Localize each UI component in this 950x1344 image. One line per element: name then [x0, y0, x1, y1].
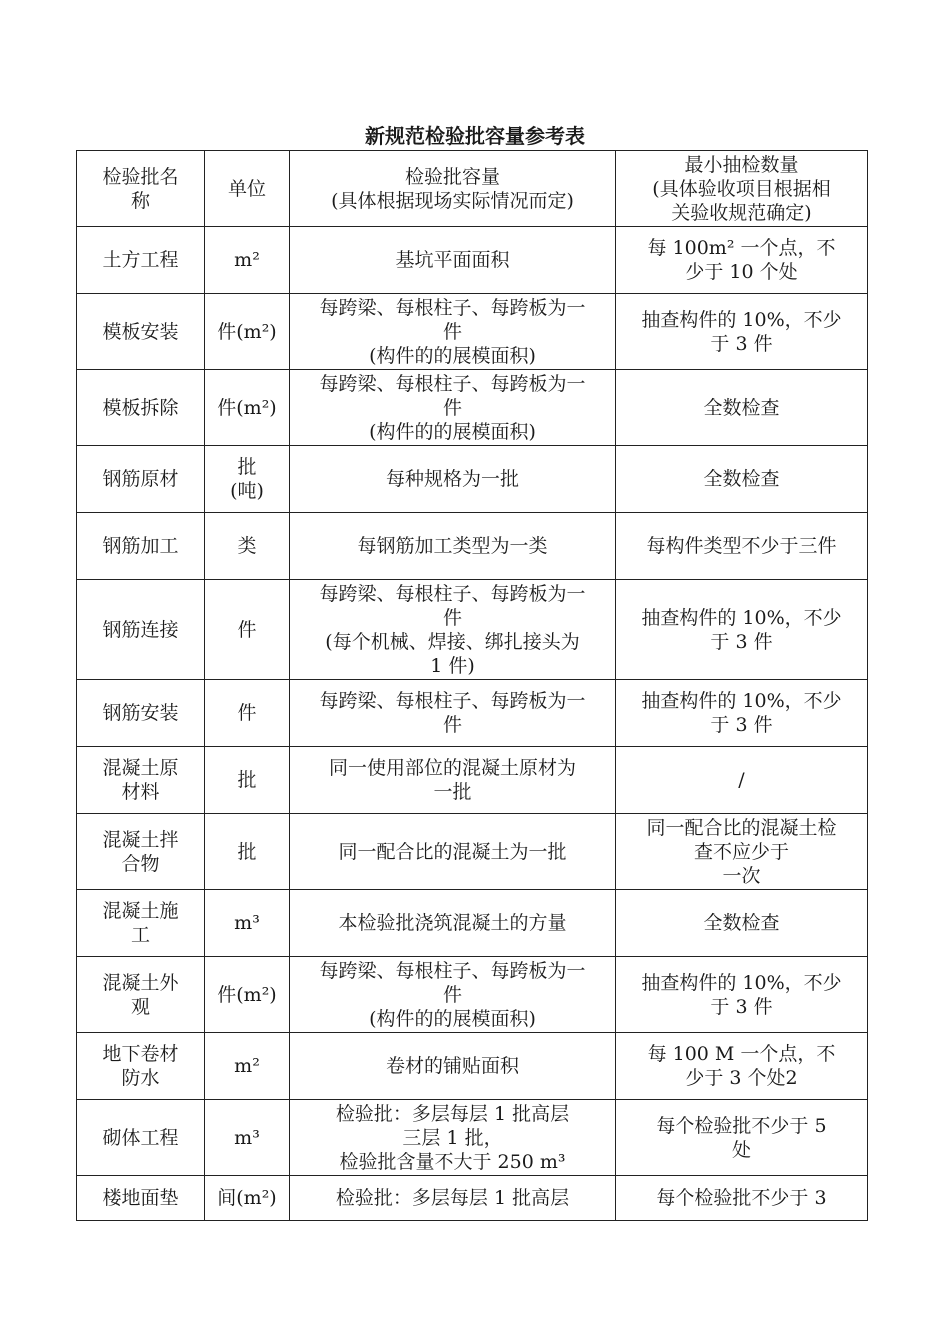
cell-capacity: 检验批：多层每层 1 批高层 三层 1 批， 检验批含量不大于 250 m³ [290, 1100, 616, 1176]
cell-capacity: 卷材的铺贴面积 [290, 1033, 616, 1100]
cell-capacity: 同一使用部位的混凝土原材为 一批 [290, 747, 616, 814]
table-header-row [77, 151, 868, 227]
table-row [77, 957, 868, 1033]
table-row [77, 227, 868, 294]
cell-name: 土方工程 [77, 227, 205, 294]
table-row [77, 370, 868, 446]
cell-unit: 件 [205, 580, 290, 680]
cell-name: 地下卷材 防水 [77, 1033, 205, 1100]
table-row [77, 1100, 868, 1176]
cell-capacity: 每跨梁、每根柱子、每跨板为一 件 (构件的的展模面积) [290, 370, 616, 446]
header-min-count: 最小抽检数量 (具体验收项目根据相 关验收规范确定) [616, 151, 868, 227]
cell-min-count: 每个检验批不少于 5 处 [616, 1100, 868, 1176]
cell-unit: 批 [205, 814, 290, 890]
cell-name: 钢筋安装 [77, 680, 205, 747]
cell-name: 钢筋原材 [77, 446, 205, 513]
cell-unit: m² [205, 1033, 290, 1100]
cell-min-count: 每个检验批不少于 3 [616, 1176, 868, 1221]
cell-min-count: 每 100m² 一个点，不 少于 10 个处 [616, 227, 868, 294]
cell-capacity: 本检验批浇筑混凝土的方量 [290, 890, 616, 957]
cell-min-count: 抽查构件的 10%，不少 于 3 件 [616, 580, 868, 680]
cell-min-count: 同一配合比的混凝土检 查不应少于 一次 [616, 814, 868, 890]
cell-name: 模板拆除 [77, 370, 205, 446]
header-unit: 单位 [205, 151, 290, 227]
cell-name: 模板安装 [77, 294, 205, 370]
cell-capacity: 同一配合比的混凝土为一批 [290, 814, 616, 890]
cell-min-count: 抽查构件的 10%，不少 于 3 件 [616, 957, 868, 1033]
cell-min-count: 每构件类型不少于三件 [616, 513, 868, 580]
cell-unit: m² [205, 227, 290, 294]
cell-name: 混凝土施 工 [77, 890, 205, 957]
cell-unit: 批 (吨) [205, 446, 290, 513]
table-row [77, 680, 868, 747]
cell-name: 楼地面垫 [77, 1176, 205, 1221]
cell-unit: 间(m²) [205, 1176, 290, 1221]
cell-unit: 批 [205, 747, 290, 814]
cell-name: 钢筋连接 [77, 580, 205, 680]
inspection-batch-table [76, 150, 868, 1221]
cell-min-count: 每 100 M 一个点，不 少于 3 个处2 [616, 1033, 868, 1100]
cell-capacity: 每钢筋加工类型为一类 [290, 513, 616, 580]
table-row [77, 446, 868, 513]
table-row [77, 294, 868, 370]
table-row [77, 1033, 868, 1100]
cell-unit: 类 [205, 513, 290, 580]
cell-capacity: 每跨梁、每根柱子、每跨板为一 件 (构件的的展模面积) [290, 294, 616, 370]
cell-capacity: 每跨梁、每根柱子、每跨板为一 件 (构件的的展模面积) [290, 957, 616, 1033]
table-row [77, 1176, 868, 1221]
table-row [77, 890, 868, 957]
cell-min-count: 抽查构件的 10%，不少 于 3 件 [616, 294, 868, 370]
cell-unit: 件 [205, 680, 290, 747]
cell-name: 混凝土原 材料 [77, 747, 205, 814]
cell-name: 砌体工程 [77, 1100, 205, 1176]
cell-min-count: 全数检查 [616, 370, 868, 446]
table-row [77, 513, 868, 580]
cell-name: 混凝土拌 合物 [77, 814, 205, 890]
cell-min-count: 全数检查 [616, 446, 868, 513]
table-row [77, 814, 868, 890]
cell-capacity: 每种规格为一批 [290, 446, 616, 513]
cell-unit: m³ [205, 890, 290, 957]
cell-capacity: 检验批：多层每层 1 批高层 [290, 1176, 616, 1221]
page-title: 新规范检验批容量参考表 [365, 124, 585, 148]
header-name: 检验批名 称 [77, 151, 205, 227]
cell-name: 混凝土外 观 [77, 957, 205, 1033]
cell-capacity: 每跨梁、每根柱子、每跨板为一 件 (每个机械、焊接、绑扎接头为 1 件) [290, 580, 616, 680]
cell-unit: m³ [205, 1100, 290, 1176]
cell-unit: 件(m²) [205, 957, 290, 1033]
cell-min-count: 抽查构件的 10%，不少 于 3 件 [616, 680, 868, 747]
header-capacity: 检验批容量 (具体根据现场实际情况而定) [290, 151, 616, 227]
cell-name: 钢筋加工 [77, 513, 205, 580]
cell-unit: 件(m²) [205, 370, 290, 446]
table-row [77, 747, 868, 814]
cell-min-count: / [616, 747, 868, 814]
cell-capacity: 每跨梁、每根柱子、每跨板为一 件 [290, 680, 616, 747]
cell-min-count: 全数检查 [616, 890, 868, 957]
cell-unit: 件(m²) [205, 294, 290, 370]
table-row [77, 580, 868, 680]
cell-capacity: 基坑平面面积 [290, 227, 616, 294]
